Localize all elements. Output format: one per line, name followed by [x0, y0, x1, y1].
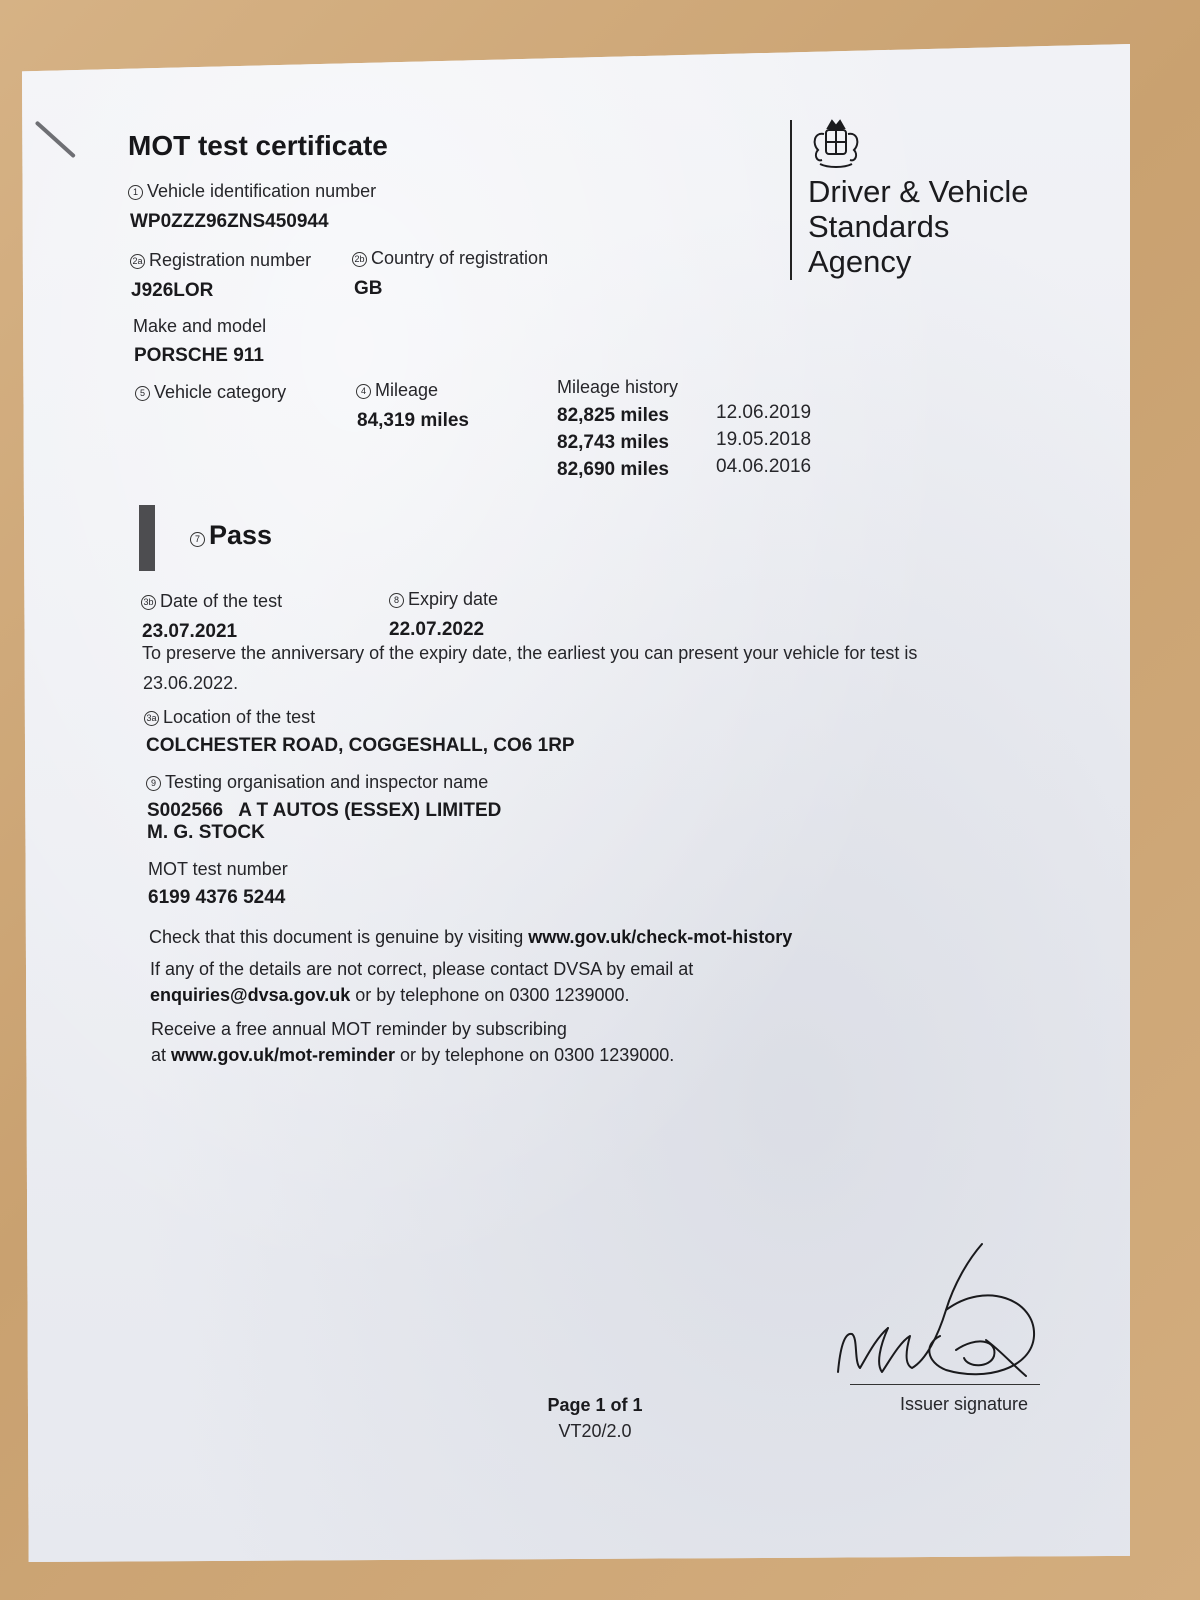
- vin-label: 1 Vehicle identification number: [128, 181, 376, 202]
- page-title: MOT test certificate: [128, 130, 388, 161]
- check-genuine-text: Check that this document is genuine by visiting www.gov.uk/check-mot-history: [149, 927, 793, 947]
- mot-reminder-link[interactable]: www.gov.uk/mot-reminder: [171, 1045, 396, 1065]
- reminder-text: Receive a free annual MOT reminder by subscribing at www.gov.uk/mot-reminder or by telephone on 0300 1239000.: [151, 1019, 675, 1065]
- field-number: 5: [135, 386, 150, 401]
- signature-line: [850, 1384, 1040, 1385]
- vin-value: WP0ZZZ96ZNS450944: [130, 211, 329, 232]
- registration-value: J926LOR: [131, 280, 214, 301]
- registration-label: 2a Registration number: [130, 250, 311, 271]
- page-number: Page 1 of 1: [547, 1395, 643, 1415]
- country-value: GB: [354, 278, 383, 299]
- mileage-history-label: Mileage history: [557, 377, 679, 397]
- inspector-name: M. G. STOCK: [147, 822, 265, 843]
- issuer-signature-label: Issuer signature: [900, 1394, 1029, 1414]
- mileage-label: 4 Mileage: [356, 380, 438, 401]
- agency-divider: [790, 120, 792, 280]
- history-date: 04.06.2016: [716, 456, 812, 477]
- royal-crest-icon: [806, 118, 866, 170]
- field-number: 1: [128, 185, 143, 200]
- field-number: 7: [190, 532, 205, 547]
- field-number: 9: [146, 776, 161, 791]
- history-miles: 82,690 miles: [557, 459, 669, 480]
- location-value: COLCHESTER ROAD, COGGESHALL, CO6 1RP: [146, 735, 575, 756]
- location-label: 3a Location of the test: [144, 707, 315, 728]
- vehicle-category-label: 5 Vehicle category: [135, 382, 286, 403]
- field-number: 4: [356, 384, 371, 399]
- test-result: 7 Pass: [190, 520, 272, 551]
- form-code: VT20/2.0: [558, 1421, 632, 1441]
- result-bar: [139, 505, 155, 571]
- test-number-value: 6199 4376 5244: [148, 887, 286, 908]
- expiry-date-label: 8 Expiry date: [389, 589, 498, 610]
- check-mot-history-link[interactable]: www.gov.uk/check-mot-history: [528, 927, 793, 947]
- organisation-value: S002566 A T AUTOS (ESSEX) LIMITED: [147, 800, 502, 821]
- mileage-value: 84,319 miles: [357, 410, 469, 431]
- field-number: 2a: [130, 254, 145, 269]
- history-miles: 82,825 miles: [557, 405, 669, 426]
- contact-email-link[interactable]: enquiries@dvsa.gov.uk: [150, 985, 351, 1005]
- test-date-value: 23.07.2021: [142, 621, 238, 642]
- organisation-label: 9 Testing organisation and inspector name: [146, 772, 488, 793]
- history-miles: 82,743 miles: [557, 432, 669, 453]
- preserve-note: To preserve the anniversary of the expiry date, the earliest you can present your vehicle for test is: [142, 643, 918, 663]
- make-model-value: PORSCHE 911: [134, 345, 264, 366]
- country-label: 2b Country of registration: [352, 248, 548, 269]
- contact-text: If any of the details are not correct, please contact DVSA by email at enquiries@dvsa.gov.uk or by telephone on 0300 1239000.: [150, 959, 694, 1005]
- expiry-date-value: 22.07.2022: [389, 619, 485, 640]
- make-model-label: Make and model: [133, 316, 267, 336]
- agency-name: Driver & Vehicle Standards Agency: [808, 174, 1029, 279]
- history-date: 12.06.2019: [716, 402, 812, 423]
- field-number: 3b: [141, 595, 156, 610]
- test-date-label: 3b Date of the test: [141, 591, 282, 612]
- field-number: 2b: [352, 252, 367, 267]
- test-number-label: MOT test number: [148, 859, 288, 879]
- preserve-date: 23.06.2022.: [143, 673, 239, 693]
- field-number: 8: [389, 593, 404, 608]
- handwritten-signature: [836, 1240, 1046, 1390]
- field-number: 3a: [144, 711, 159, 726]
- history-date: 19.05.2018: [716, 429, 812, 450]
